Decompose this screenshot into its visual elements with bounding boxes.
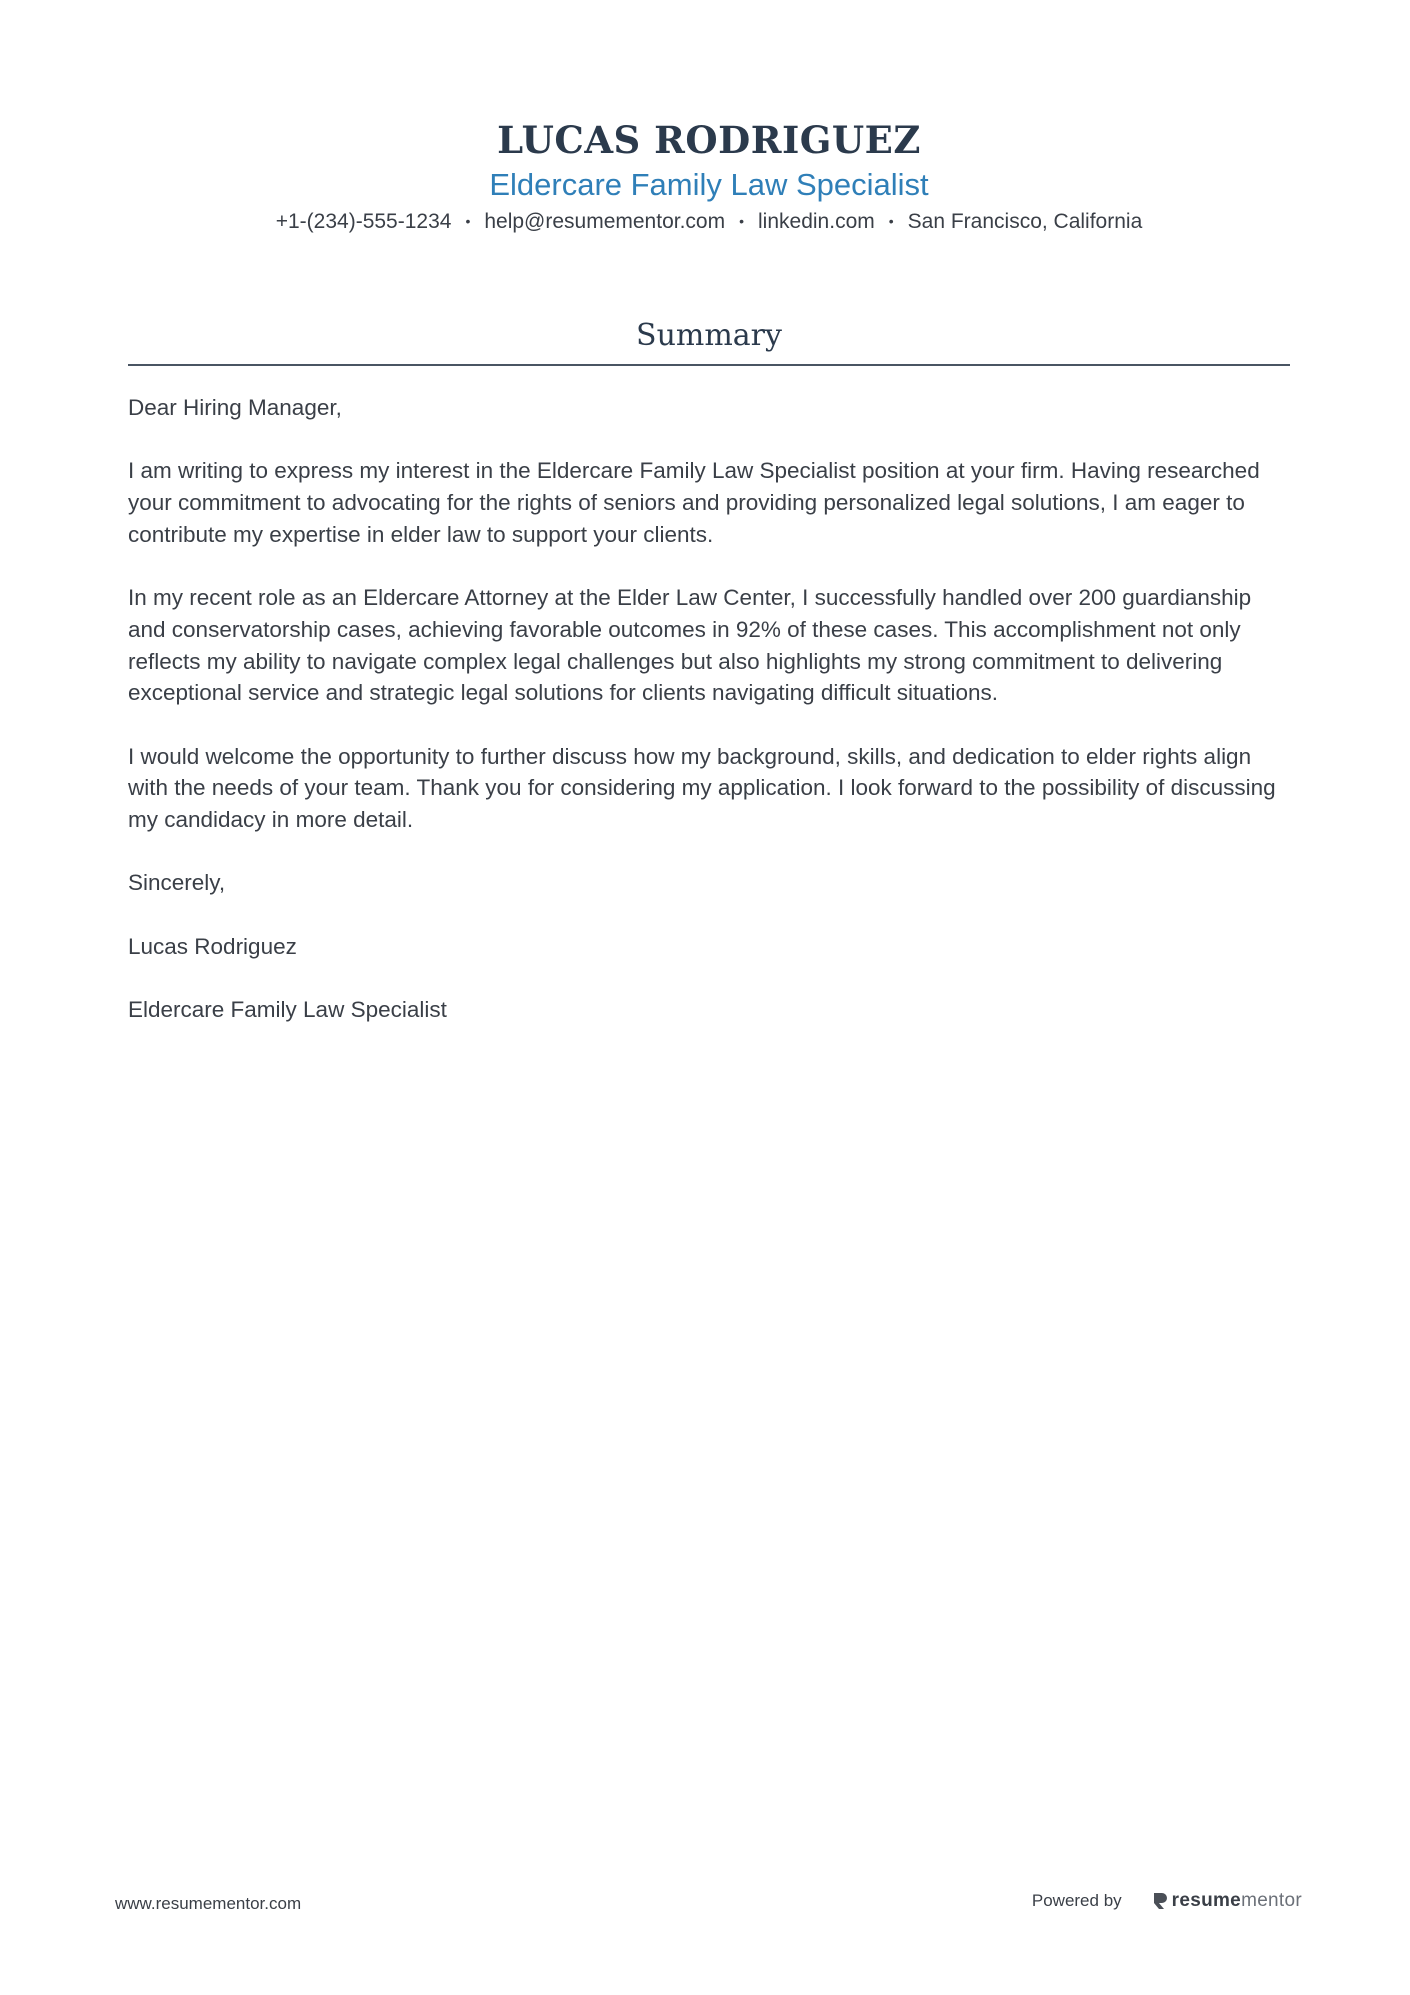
letter-paragraph: I am writing to express my interest in the Eldercare Family Law Specialist position at your firm. Having researched your commitment to advocating for the rights of seniors and providing personalized legal solutions, I am eager to contribute my expertise in elder law to support your clients. [128, 458, 1260, 547]
section-title: Summary [636, 318, 782, 353]
brand-name-part1: resume [1171, 1890, 1242, 1911]
letter-closing: Sincerely, [128, 870, 226, 896]
letter-greeting: Dear Hiring Manager, [128, 395, 342, 420]
brand-name-part2: mentor [1241, 1890, 1302, 1911]
resumementor-logo-icon [1152, 1891, 1168, 1911]
contact-linkedin[interactable]: linkedin.com [758, 210, 875, 233]
footer-powered-by [1032, 1890, 1302, 1912]
contact-line [128, 207, 1290, 236]
applicant-name: LUCAS RODRIGUEZ [497, 118, 921, 162]
contact-separator: • [465, 213, 471, 229]
resumementor-logo[interactable] [1152, 1890, 1302, 1912]
contact-email[interactable]: help@resumementor.com [484, 210, 726, 233]
contact-separator: • [739, 213, 745, 229]
contact-separator: • [888, 213, 894, 229]
letter-paragraph: I would welcome the opportunity to further discuss how my background, skills, and dedication to elder rights align with the needs of your team. Thank you for considering my application. I look forward to the possibility of discussing my candidacy in more detail. [128, 743, 1276, 833]
applicant-title: Eldercare Family Law Specialist [489, 167, 929, 202]
footer-website[interactable]: www.resumementor.com [115, 1894, 302, 1913]
contact-phone: +1-(234)-555-1234 [275, 210, 452, 233]
contact-location: San Francisco, California [907, 210, 1143, 233]
signature-title: Eldercare Family Law Specialist [128, 997, 447, 1023]
letter-header [128, 0, 1290, 236]
letter-paragraph: In my recent role as an Eldercare Attorney at the Elder Law Center, I successfully handled over 200 guardianship and conservatorship cases, achieving favorable outcomes in 92% of these cases. This accomplishment not only reflects my ability to navigate complex legal challenges but also highlights my strong commitment to delivering exceptional service and strategic legal solutions for clients navigating difficult situations. [128, 585, 1252, 706]
letter-body [128, 392, 1290, 1026]
cover-letter-page [128, 0, 1290, 1058]
section-divider [128, 364, 1290, 366]
powered-by-label: Powered by [1031, 1891, 1122, 1910]
signature-name: Lucas Rodriguez [128, 933, 297, 959]
